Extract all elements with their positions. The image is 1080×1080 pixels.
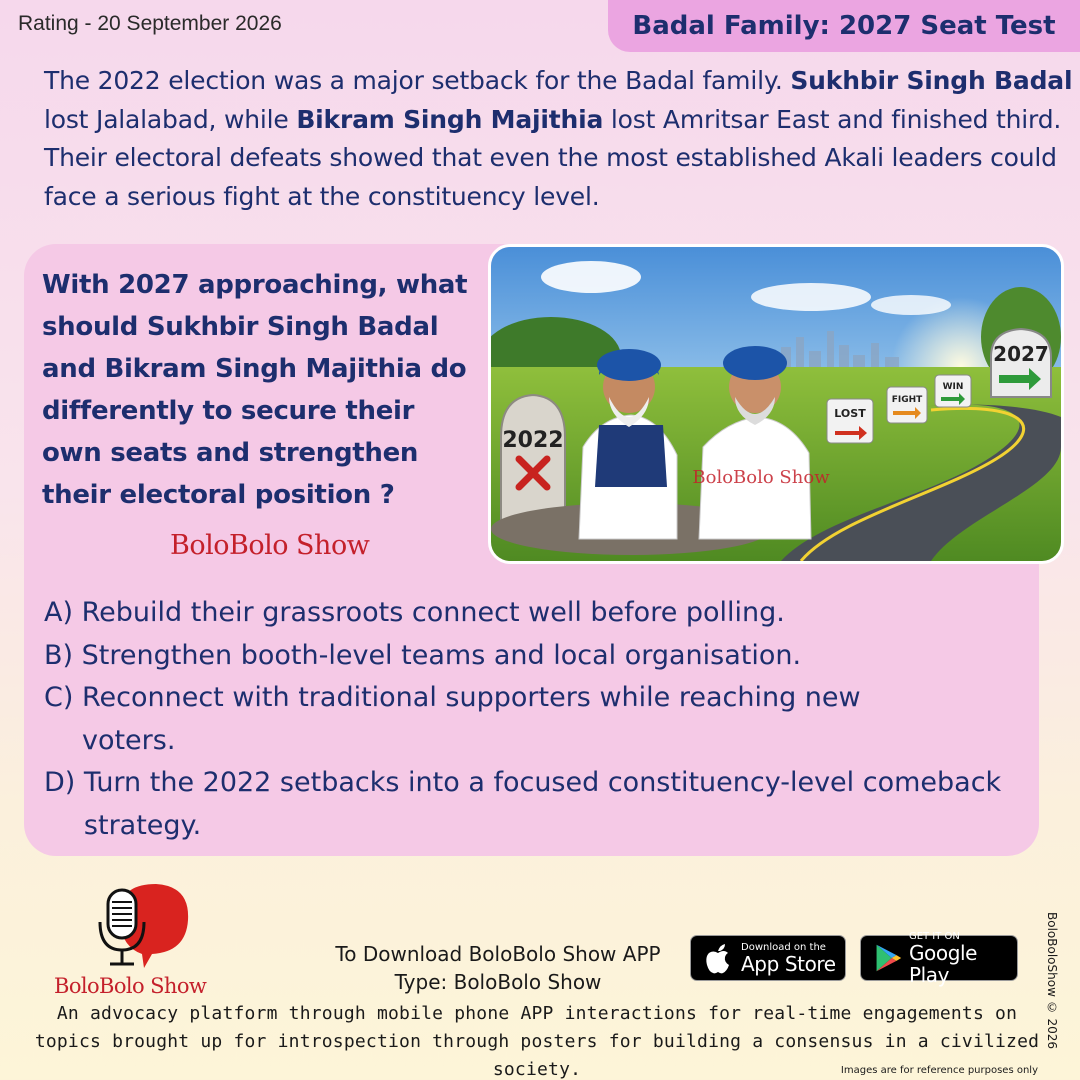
download-line-2: Type: BoloBolo Show — [394, 970, 602, 994]
download-line-1: To Download BoloBolo Show APP — [335, 942, 661, 966]
google-play-button[interactable] — [860, 930, 1018, 987]
option-text: Turn the 2022 setbacks into a focused constituency-level comeback strategy. — [83, 767, 1002, 841]
platform-tagline: An advocacy platform through mobile phone APP interactions for real-time engagements on topics brought up for introspection through posters for building a consensus in a civilized society. — [34, 1003, 1040, 1080]
google-play-label: Google Play — [908, 940, 978, 987]
google-play-small-text: GET IT ON — [908, 930, 960, 942]
question-text: With 2027 approaching, what should Sukhbir Singh Badal and Bikram Singh Majithia do differently to secure their own seats and strengthen their electoral position ? — [42, 270, 468, 510]
google-play-icon — [869, 940, 905, 976]
option-letter: D) — [44, 767, 84, 798]
intro-paragraph — [44, 62, 1074, 216]
app-store-label: App Store — [741, 951, 836, 976]
app-store-small-text: Download on the — [741, 941, 826, 953]
app-store-button[interactable] — [690, 935, 846, 981]
option-c[interactable] — [44, 677, 1004, 762]
sign-fight-label: FIGHT — [891, 395, 923, 405]
apple-icon — [699, 940, 737, 976]
sign-lost — [827, 399, 873, 443]
option-letter: C) — [44, 682, 82, 713]
intro-text-2: lost Jalalabad, while — [44, 104, 297, 134]
page-title: Badal Family: 2027 Seat Test — [608, 0, 1080, 52]
sign-lost-label: LOST — [834, 407, 866, 420]
option-letter: A) — [44, 597, 82, 628]
download-instructions — [320, 940, 676, 996]
intro-text-3: lost Amritsar East and finished third. Their electoral defeats showed that even the most established Akali leaders could face a serious fight at the constituency level. — [44, 104, 1062, 211]
milestone-2027 — [991, 329, 1051, 397]
intro-name-sukhbir: Sukhbir Singh Badal — [790, 66, 1073, 95]
disclaimer-text: Images are for reference purposes only — [840, 1065, 1038, 1076]
intro-text-1: The 2022 election was a major setback for the Badal family. — [44, 66, 791, 95]
intro-name-bikram: Bikram Singh Majithia — [296, 104, 604, 134]
milestone-2022-label: 2022 — [502, 428, 564, 453]
option-d[interactable] — [44, 762, 1004, 847]
milestone-2027-label: 2027 — [993, 342, 1049, 366]
option-b[interactable] — [44, 635, 1004, 678]
brand-watermark: BoloBolo Show — [170, 530, 370, 561]
sign-win-label: WIN — [942, 382, 964, 392]
image-watermark: BoloBolo Show — [692, 467, 830, 488]
logo-text: BoloBolo Show — [54, 974, 207, 998]
option-letter: B) — [44, 639, 82, 671]
sign-win — [935, 375, 971, 407]
option-text: Reconnect with traditional supporters while reaching new voters. — [81, 682, 861, 756]
option-text: Strengthen booth-level teams and local organisation. — [81, 639, 802, 671]
option-a[interactable] — [44, 592, 1004, 635]
rating-date: Rating - 20 September 2026 — [18, 12, 282, 35]
option-text: Rebuild their grassroots connect well before polling. — [81, 597, 785, 628]
copyright-text: BoloBoloShow © 2026 — [1045, 912, 1059, 1050]
illustration-image — [488, 244, 1064, 564]
answer-options — [44, 592, 1004, 847]
sign-fight — [887, 387, 927, 423]
